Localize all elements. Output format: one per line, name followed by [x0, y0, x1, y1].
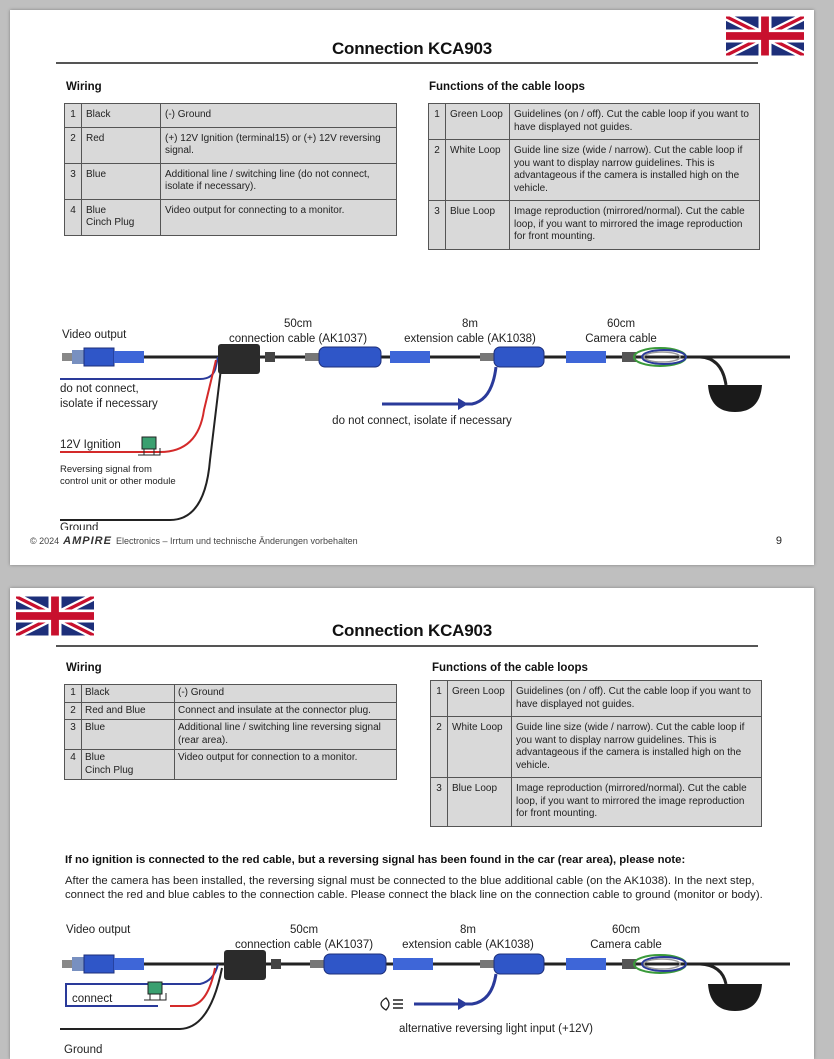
page-title: Connection KCA903: [331, 39, 492, 58]
connector-icon: [271, 959, 281, 969]
footer: [30, 535, 358, 547]
table-row: [65, 104, 397, 128]
cinch-plug-icon: [62, 955, 144, 973]
extension-blue-wire: [414, 974, 496, 1004]
row-number: 2: [65, 127, 82, 163]
cam-length-label: 60cm: [611, 924, 641, 936]
fuse-icon: [148, 982, 162, 994]
loop-name: Green Loop: [446, 104, 510, 140]
video-output-label: Video output: [62, 329, 127, 341]
alt-reverse-label: alternative reversing light input (+12V): [399, 1023, 594, 1035]
manual-page-9: [10, 10, 814, 565]
camera-cable: [700, 964, 726, 984]
brand-logo: AMPIRE: [63, 535, 112, 547]
loop-name: Blue Loop: [448, 778, 512, 827]
table-row: [431, 681, 762, 717]
wire-color: Red and Blue: [82, 702, 175, 720]
row-number: 3: [429, 201, 446, 250]
extension-cable-housing: [494, 347, 544, 367]
loop-description: Image reproduction (mirrored/normal). Cut the cable loop, if you want to mirrored the image reproduction for front mounting.: [510, 201, 760, 250]
loop-description: Guide line size (wide / narrow). Cut the cable loop if you want to display narrow guidelines. This is advantageous if the camera is installed high on the vehicle.: [510, 140, 760, 201]
title-rule: [56, 645, 758, 647]
loop-description: Guidelines (on / off). Cut the cable loop if you want to have displayed not guides.: [512, 681, 762, 717]
connection-cable-housing: [224, 950, 266, 980]
dnc-label-line1: do not connect,: [60, 383, 139, 395]
row-number: 1: [429, 104, 446, 140]
loop-name: Blue Loop: [446, 201, 510, 250]
row-number: 1: [431, 681, 448, 717]
wire-description: Additional line / switching line reversing signal (rear area).: [175, 720, 397, 750]
extension-blue-wire: [382, 367, 496, 404]
row-number: 2: [429, 140, 446, 201]
ignition-label: 12V Ignition: [60, 439, 121, 451]
row-number: 4: [65, 199, 82, 235]
ext-name-label: extension cable (AK1038): [402, 939, 534, 951]
footer-text: Electronics – Irrtum und technische Änderungen vorbehalten: [115, 536, 358, 546]
conn-name-label: connection cable (AK1037): [228, 333, 368, 345]
connector-icon: [390, 351, 430, 363]
ext-length-label: 8m: [462, 318, 478, 330]
wire-color: [82, 750, 175, 780]
arrow-icon: [458, 398, 468, 410]
loop-description: Image reproduction (mirrored/normal). Cut the cable loop, if you want to mirrored the image reproduction for front mounting.: [512, 778, 762, 827]
row-number: 2: [431, 717, 448, 778]
reversing-light-icon: [381, 998, 403, 1010]
table-row: [65, 163, 397, 199]
wire-description: Video output for connecting to a monitor.: [161, 199, 397, 235]
functions-heading: Functions of the cable loops: [432, 662, 588, 674]
cam-name-label: Camera cable: [585, 333, 657, 345]
row-number: 3: [65, 720, 82, 750]
page-number: 9: [775, 535, 782, 547]
camera-icon: [708, 984, 762, 1011]
extension-cable-housing: [494, 954, 544, 974]
red-wire: [170, 968, 215, 1006]
ext-name-label: extension cable (AK1038): [404, 333, 536, 345]
table-row: [429, 104, 760, 140]
cam-name-label: Camera cable: [590, 939, 662, 951]
cam-length-label: 60cm: [606, 318, 636, 330]
reversing-label-line1: Reversing signal from: [60, 464, 152, 475]
loop-name: Green Loop: [448, 681, 512, 717]
functions-table: [430, 680, 762, 827]
functions-table: [428, 103, 760, 250]
cinch-plug-icon: [62, 348, 144, 366]
connector-icon: [480, 353, 494, 361]
wire-color: [82, 199, 161, 235]
wire-color: Black: [82, 685, 175, 703]
camera-icon: [708, 385, 762, 412]
ext-length-label: 8m: [460, 924, 476, 936]
wiring-diagram: [10, 916, 814, 1059]
table-row: [65, 720, 397, 750]
row-number: 2: [65, 702, 82, 720]
table-row: [429, 201, 760, 250]
loop-name: White Loop: [446, 140, 510, 201]
conn-length-label: 50cm: [283, 318, 313, 330]
wire-description: (-) Ground: [175, 685, 397, 703]
wiring-table: [64, 684, 397, 780]
connector-icon: [310, 960, 324, 968]
video-output-label: Video output: [66, 924, 131, 936]
wire-color: Blue: [82, 720, 175, 750]
page-title: Connection KCA903: [331, 621, 492, 640]
reversing-label-line2: control unit or other module: [60, 476, 176, 487]
table-row: [65, 199, 397, 235]
table-row: [65, 127, 397, 163]
manual-page-10: [10, 588, 814, 1059]
row-number: 1: [65, 104, 82, 128]
table-row: [431, 717, 762, 778]
connector-icon: [566, 351, 606, 363]
wire-color-line2: Cinch Plug: [85, 764, 134, 776]
wiring-heading: Wiring: [66, 81, 102, 93]
note-text: After the camera has been installed, the reversing signal must be connected to the blue additional cable (on the AK1038). In the next step, connect the red and blue cables to the connection cable. Please connect the black line on the connection cable to ground (monitor or body).: [65, 875, 763, 901]
loop-description: Guide line size (wide / narrow). Cut the cable loop if you want to display narrow guidelines. This is advantageous if the camera is installed high on the vehicle.: [512, 717, 762, 778]
table-row: [65, 750, 397, 780]
table-row: [431, 778, 762, 827]
connector-icon: [319, 347, 381, 367]
connection-cable-housing: [218, 344, 260, 374]
row-number: 3: [65, 163, 82, 199]
conn-length-label: 50cm: [289, 924, 319, 936]
ground-label: Ground: [60, 522, 99, 530]
wire-description: (+) 12V Ignition (terminal15) or (+) 12V reversing signal.: [161, 127, 397, 163]
connector-icon: [265, 352, 275, 362]
dnc-label-line2: isolate if necessary: [60, 398, 158, 410]
note-heading: If no ignition is connected to the red cable, but a reversing signal has been found in the car (rear area), please note:: [65, 854, 686, 866]
ground-label: Ground: [64, 1044, 103, 1056]
wire-description: (-) Ground: [161, 104, 397, 128]
connector-icon: [305, 353, 319, 361]
wire-color: Blue: [82, 163, 161, 199]
arrow-icon: [458, 998, 468, 1010]
wire-color: Red: [82, 127, 161, 163]
wire-description: Video output for connection to a monitor.: [175, 750, 397, 780]
wiring-diagram: [10, 300, 814, 530]
row-number: 4: [65, 750, 82, 780]
wiring-heading: Wiring: [66, 662, 102, 674]
title-rule: [56, 62, 758, 64]
wire-color-line2: Cinch Plug: [86, 217, 135, 228]
table-row: [65, 702, 397, 720]
camera-cable: [700, 357, 726, 385]
wire-color: Black: [82, 104, 161, 128]
table-row: [65, 685, 397, 703]
loop-description: Guidelines (on / off). Cut the cable loop if you want to have displayed not guides.: [510, 104, 760, 140]
wiring-table: [64, 103, 397, 236]
connector-icon: [566, 958, 606, 970]
connect-label: connect: [72, 993, 113, 1005]
table-row: [429, 140, 760, 201]
connector-icon: [324, 954, 386, 974]
wire-color-line1: Blue: [85, 752, 106, 763]
copyright: © 2024: [30, 536, 60, 546]
functions-heading: Functions of the cable loops: [429, 81, 585, 93]
fuse-icon: [142, 437, 156, 449]
connector-icon: [393, 958, 433, 970]
connector-icon: [480, 960, 494, 968]
wire-description: Additional line / switching line (do not connect, isolate if necessary).: [161, 163, 397, 199]
row-number: 1: [65, 685, 82, 703]
dnc-center-label: do not connect, isolate if necessary: [332, 415, 512, 427]
loop-name: White Loop: [448, 717, 512, 778]
conn-name-label: connection cable (AK1037): [234, 939, 374, 951]
wire-color-line1: Blue: [86, 204, 107, 216]
wire-description: Connect and insulate at the connector plug.: [175, 702, 397, 720]
row-number: 3: [431, 778, 448, 827]
